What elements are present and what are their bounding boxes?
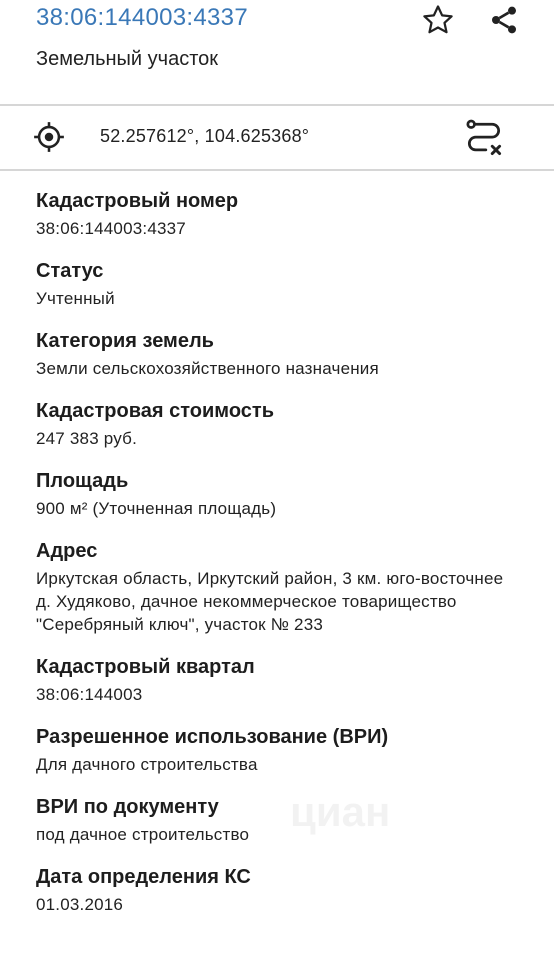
field-label: Кадастровый номер: [36, 190, 239, 212]
page-title: 38:06:144003:4337: [36, 4, 248, 31]
coordinates-text[interactable]: 52.257612°, 104.625368°: [100, 126, 310, 146]
field-label: Дата определения КС: [36, 866, 251, 888]
field-permitted-use-doc: [36, 794, 536, 846]
field-label: Площадь: [36, 470, 129, 492]
field-permitted-use: [36, 724, 536, 776]
field-value: Для дачного строительства: [36, 755, 258, 774]
crosshair-icon: [32, 120, 66, 154]
field-label: Категория земель: [36, 330, 214, 352]
field-value: 900 м² (Уточненная площадь): [36, 499, 277, 518]
field-address: [36, 538, 536, 636]
field-status: [36, 258, 536, 310]
field-label: ВРИ по документу: [36, 796, 219, 818]
header: [0, 0, 554, 104]
field-valuation-date: [36, 864, 536, 916]
star-icon: [421, 3, 455, 37]
share-icon: [488, 4, 520, 36]
field-value: 38:06:144003:4337: [36, 219, 186, 238]
locate-button[interactable]: [32, 120, 66, 154]
field-area: [36, 468, 536, 520]
watermark: циан: [290, 788, 391, 835]
field-cadastral-number: [36, 188, 536, 240]
field-value: Земли сельскохозяйственного назначения: [36, 359, 379, 378]
route-icon: [462, 116, 506, 160]
route-button[interactable]: [462, 116, 506, 160]
field-cadastral-value: [36, 398, 536, 450]
field-value: Иркутская область, Иркутский район, 3 км. юго-восточнее д. Худяково, дачное некоммерческое товарищество "Серебряный ключ", участок № 233: [36, 569, 504, 634]
field-value: под дачное строительство: [36, 825, 250, 844]
field-value: 38:06:144003: [36, 685, 143, 704]
field-value: 247 383 руб.: [36, 429, 137, 448]
field-label: Кадастровая стоимость: [36, 400, 274, 422]
details-list: [36, 188, 536, 934]
favorite-button[interactable]: [420, 2, 456, 38]
share-button[interactable]: [486, 2, 522, 38]
field-label: Разрешенное использование (ВРИ): [36, 726, 389, 748]
field-land-category: [36, 328, 536, 380]
field-cadastral-quarter: [36, 654, 536, 706]
field-label: Статус: [36, 260, 104, 282]
field-label: Адрес: [36, 540, 98, 562]
field-value: Учтенный: [36, 289, 115, 308]
coordinates-row: [0, 106, 554, 170]
field-value: 01.03.2016: [36, 895, 124, 914]
field-label: Кадастровый квартал: [36, 656, 255, 678]
object-type: Земельный участок: [36, 48, 219, 70]
divider-bottom: [0, 169, 554, 171]
